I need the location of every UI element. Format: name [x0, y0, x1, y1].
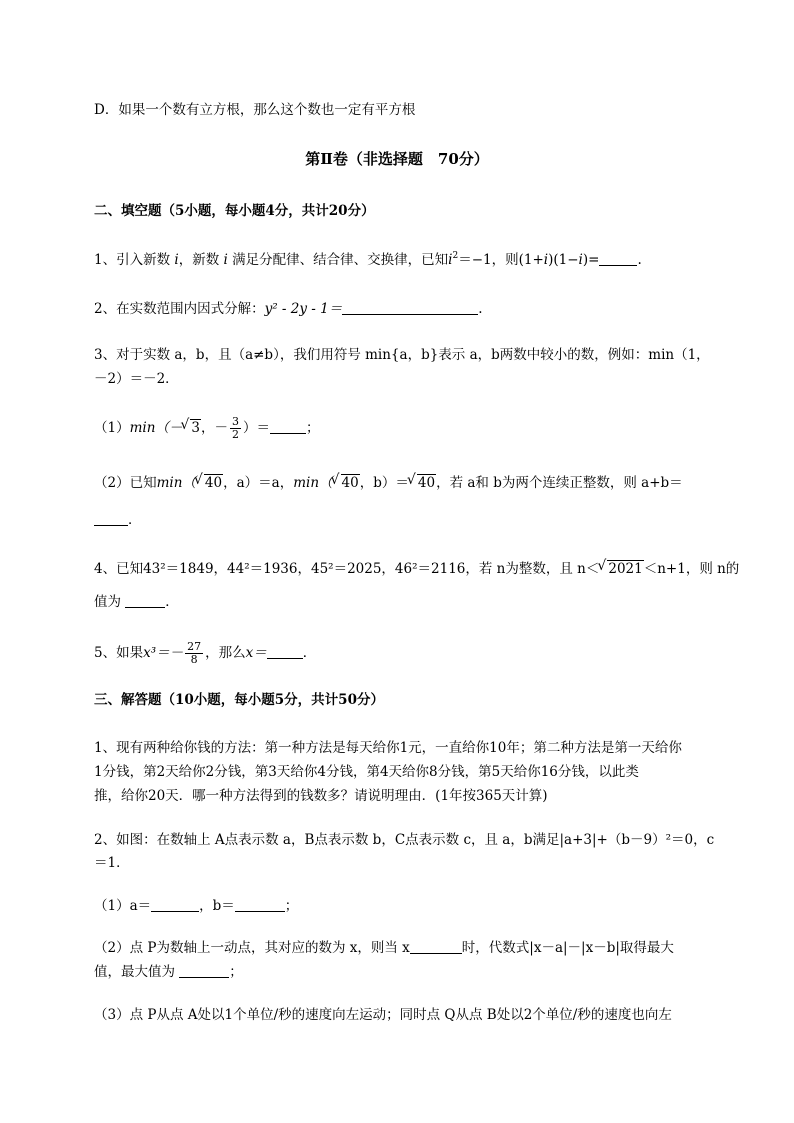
- q1-text-c: 满足分配律、结合律、交换律，已知: [227, 252, 449, 268]
- p2-sub2-text-a: （2）点 P为数轴上一动点，其对应的数为 x，则当 x: [94, 940, 410, 956]
- p2-sub1-end: ；: [284, 898, 299, 914]
- fraction-numerator: 27: [187, 640, 202, 653]
- q3-sub1-min: min（－: [129, 420, 183, 436]
- sqrt-40-c-value: 40: [417, 475, 436, 491]
- question-4-line1: [94, 559, 739, 579]
- fraction-denominator: 2: [232, 428, 240, 441]
- q3-sub2-min1: min（: [156, 475, 196, 491]
- fraction-denominator: 8: [190, 653, 198, 666]
- sqrt-40-a: [196, 473, 223, 493]
- p2-sub2-line2-label: 值，最大值为: [94, 964, 180, 980]
- problem-2-sub2-line1: [94, 938, 674, 958]
- section2-title: 二、填空题（5小题，每小题4分，共计20分）: [94, 203, 375, 219]
- question-3-line2: －2）＝－2．: [94, 371, 179, 387]
- sqrt-2021-value: 2021: [608, 561, 643, 577]
- q4-line2-label: 值为: [94, 594, 126, 610]
- q1-text-b: ，新数: [178, 252, 224, 268]
- q2-expression: y² - 2y - 1＝: [264, 301, 343, 317]
- sqrt-40-b-value: 40: [341, 475, 359, 491]
- q4-answer-blank[interactable]: [125, 595, 165, 608]
- q3-sub2-min2: min（: [293, 475, 333, 491]
- question-1: 1、引入新数 i，新数 i 满足分配律、结合律、交换律，已知$i^2=-1$，则(1+i)(1−i)= .: [94, 251, 642, 268]
- q5-text-a: 5、如果: [94, 645, 144, 661]
- q5-text-c: ，那么: [205, 645, 246, 661]
- q4-text-a: 4、已知43²＝1849，44²＝1936，45²＝2025，46²＝2116，若 n为整数，且 n＜: [94, 561, 600, 577]
- q4-text-b: ＜n+1，则 n的: [643, 561, 740, 577]
- q2-text-a: 2、在实数范围内因式分解：: [94, 301, 265, 317]
- q3-sub2-blank[interactable]: [94, 513, 128, 526]
- q1-text-e: =: [588, 252, 600, 268]
- q3-sub2-end: ．: [128, 512, 142, 528]
- fraction-numerator: 3: [232, 415, 240, 428]
- q5-var: x＝: [245, 645, 267, 661]
- question-3-line1: 3、对于实数 a，b，且（a≠b），我们用符号 min{a，b}表示 a，b两数中较小的数，例如：min（1，: [94, 347, 710, 363]
- p2-sub1-a: （1）a＝: [94, 898, 152, 914]
- p2-sub1-b: ，b＝: [199, 898, 235, 914]
- p2-sub1-blank-b[interactable]: [235, 899, 285, 912]
- p2-sub2-blank-x[interactable]: [410, 941, 462, 954]
- q5-answer-blank[interactable]: [267, 646, 303, 659]
- sqrt-40-a-value: 40: [204, 475, 223, 491]
- problem-1-line3: 推，给你20天．哪一种方法得到的钱数多？请说明理由．(1年按365天计算): [94, 788, 548, 804]
- sqrt-40-b: [333, 473, 360, 493]
- sqrt-2021: [599, 559, 643, 579]
- p2-sub2-line2-end: ；: [229, 964, 243, 980]
- q1-text-f: .: [637, 252, 642, 268]
- p2-sub2-blank-max[interactable]: [179, 965, 229, 978]
- q2-answer-blank[interactable]: [342, 302, 478, 315]
- p2-sub2-text-b: 时，代数式|x－a|－|x－b|取得最大: [461, 940, 674, 956]
- problem-1-line2: 1分钱，第2天给你2分钱，第3天给你4分钱，第4天给你8分钱，第5天给你16分钱，以此类: [94, 764, 639, 780]
- section3-title: 三、解答题（10小题，每小题5分，共计50分）: [94, 692, 384, 708]
- problem-2-sub3: （3）点 P从点 A处以1个单位/秒的速度向左运动；同时点 Q从点 B处以2个单位/秒的速度也向左: [94, 1007, 672, 1023]
- problem-2-sub2-line2: [94, 962, 243, 982]
- q2-text-f: .: [478, 301, 483, 317]
- question-3-sub2: [94, 473, 683, 493]
- q3-sub1-end: ；: [306, 420, 320, 436]
- q3-sub2-text-e: ，b）＝: [359, 475, 409, 491]
- problem-2-line2: ＝1．: [94, 855, 130, 871]
- p2-sub1-blank-a[interactable]: [151, 899, 199, 912]
- q3-sub1-eq: ）＝: [243, 420, 271, 436]
- option-d: D．如果一个数有立方根，那么这个数也一定有平方根: [94, 102, 416, 118]
- q4-line2-end: ．: [165, 594, 179, 610]
- q3-sub2-text-f: ，若 a和 b为两个连续正整数，则 a+b＝: [436, 475, 683, 491]
- q5-expr: x³＝－: [143, 645, 184, 661]
- question-5: [94, 641, 316, 666]
- q3-sub2-label: （2）已知: [94, 475, 157, 491]
- q3-sub2-text-c: ，a）＝a，: [223, 475, 294, 491]
- q5-end: ．: [302, 645, 317, 661]
- sqrt-40-c: [409, 473, 436, 493]
- part2-title: 第Ⅱ卷（非选择题 70分）: [305, 150, 489, 168]
- q3-sub1-sep: ，－: [201, 420, 229, 436]
- problem-2-sub1: [94, 896, 298, 916]
- q1-answer-blank[interactable]: [599, 253, 637, 266]
- q3-sub1-blank[interactable]: [270, 421, 306, 434]
- question-3-sub2-line2: [94, 510, 142, 530]
- sqrt-3: √ 3: [182, 418, 201, 438]
- q1-text-d: ，则: [491, 252, 519, 268]
- q1-text-a: 1、引入新数: [94, 252, 175, 268]
- fraction-3-2: [230, 416, 241, 441]
- problem-2-line1: 2、如图：在数轴上 A点表示数 a，B点表示数 b，C点表示数 c，且 a，b满足|a+3|+（b－9）²＝0，c: [94, 832, 715, 848]
- q3-sub1-label: （1）: [94, 420, 130, 436]
- problem-1-line1: 1、现有两种给你钱的方法：第一种方法是每天给你1元，一直给你10年；第二种方法是第一天给你: [94, 740, 682, 756]
- question-3-sub1: [94, 416, 320, 441]
- question-2: [94, 299, 483, 319]
- fraction-27-8: [185, 641, 203, 666]
- question-4-line2: [94, 592, 179, 612]
